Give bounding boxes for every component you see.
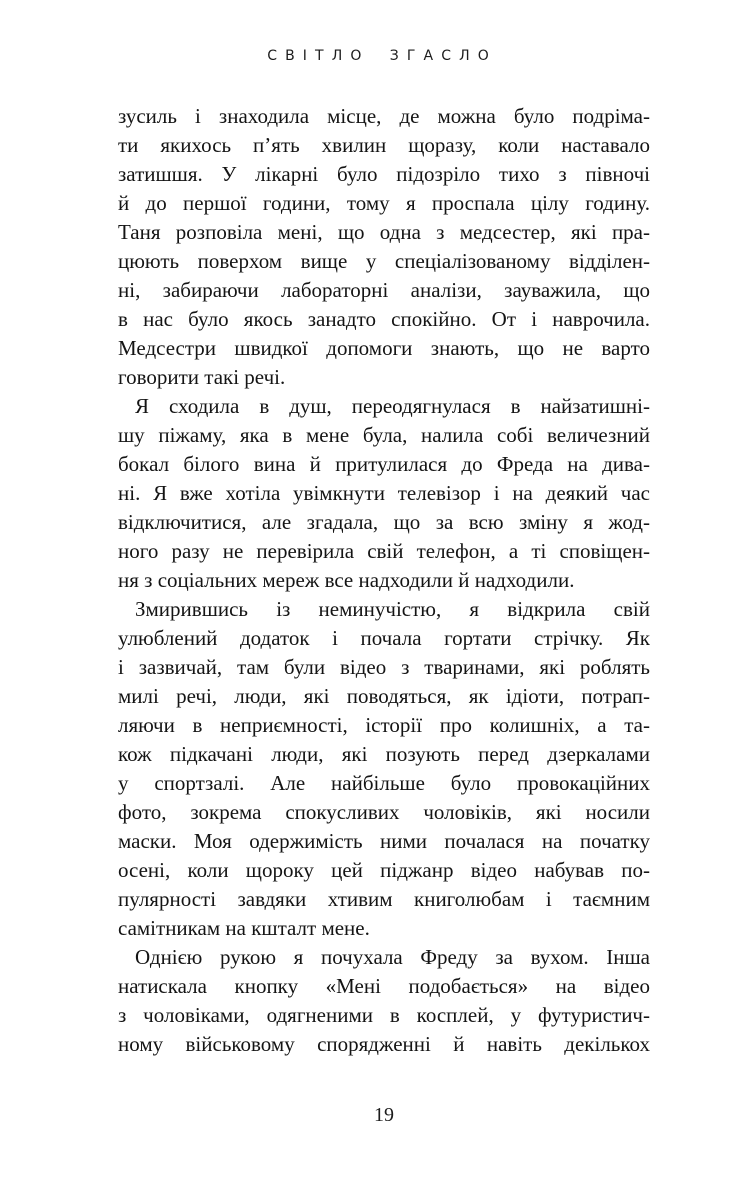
text-line: й до першої години, тому я проспала цілу годину. (118, 191, 650, 215)
text-line: в нас було якось занадто спокійно. От і наврочила. (118, 307, 650, 331)
body-text (118, 102, 650, 1059)
text-line: зусиль і знаходила місце, де можна було подріма- (118, 104, 650, 128)
text-line: у спортзалі. Але найбільше було провокаційних (118, 771, 650, 795)
paragraph (118, 943, 650, 1059)
text-line: Однією рукою я почухала Фреду за вухом. Інша (135, 945, 650, 969)
text-line: кож підкачані люди, які позують перед дзеркалами (118, 742, 650, 766)
text-line: шу піжаму, яка в мене була, налила собі величезний (118, 423, 650, 447)
text-line: бокал білого вина й притулилася до Фреда на дива- (118, 452, 650, 476)
text-line: Я сходила в душ, переодягнулася в найзатишні- (135, 394, 650, 418)
text-line: ні. Я вже хотіла увімкнути телевізор і на деякий час (118, 481, 650, 505)
text-line: відключитися, але згадала, що за всю зміну я жод- (118, 510, 650, 534)
text-line: ня з соціальних мереж все надходили й надходили. (118, 568, 575, 592)
text-line: улюблений додаток і почала гортати стрічку. Як (118, 626, 650, 650)
text-line: самітникам на кшталт мене. (118, 916, 370, 940)
text-line: Таня розповіла мені, що одна з медсестер, які пра- (118, 220, 650, 244)
text-line: пулярності завдяки хтивим книголюбам і таємним (118, 887, 650, 911)
text-line: фото, зокрема спокусливих чоловіків, які носили (118, 800, 650, 824)
text-line: маски. Моя одержимість ними почалася на початку (118, 829, 650, 853)
text-line: Медсестри швидкої допомоги знають, що не варто (118, 336, 650, 360)
text-line: і зазвичай, там були відео з тваринами, які роблять (118, 655, 650, 679)
text-line: говорити такі речі. (118, 365, 286, 389)
text-line: Змирившись із неминучістю, я відкрила свій (135, 597, 650, 621)
paragraph (118, 392, 650, 595)
text-line: ного разу не перевірила свій телефон, а ті сповіщен- (118, 539, 650, 563)
text-line: цюють поверхом вище у спеціалізованому відділен- (118, 249, 650, 273)
paragraph (118, 595, 650, 943)
book-title: СВІТЛО ЗГАСЛО (267, 48, 497, 64)
text-line: ні, забираючи лабораторні аналізи, зауважила, що (118, 278, 650, 302)
text-line: милі речі, люди, які поводяться, як ідіоти, потрап- (118, 684, 650, 708)
text-line: ляючи в неприємності, історії про колишніх, а та- (118, 713, 650, 737)
text-line: з чоловіками, одягненими в косплей, у футуристич- (118, 1003, 650, 1027)
page-number: 19 (374, 1104, 394, 1126)
text-line: ному військовому спорядженні й навіть декількох (118, 1032, 650, 1056)
text-line: ти якихось п’ять хвилин щоразу, коли наставало (118, 133, 650, 157)
text-line: осені, коли щороку цей піджанр відео набував по- (118, 858, 650, 882)
paragraph (118, 102, 650, 392)
text-line: затишшя. У лікарні було підозріло тихо з півночі (118, 162, 650, 186)
running-header (0, 48, 756, 64)
text-line: натискала кнопку «Мені подобається» на відео (118, 974, 650, 998)
